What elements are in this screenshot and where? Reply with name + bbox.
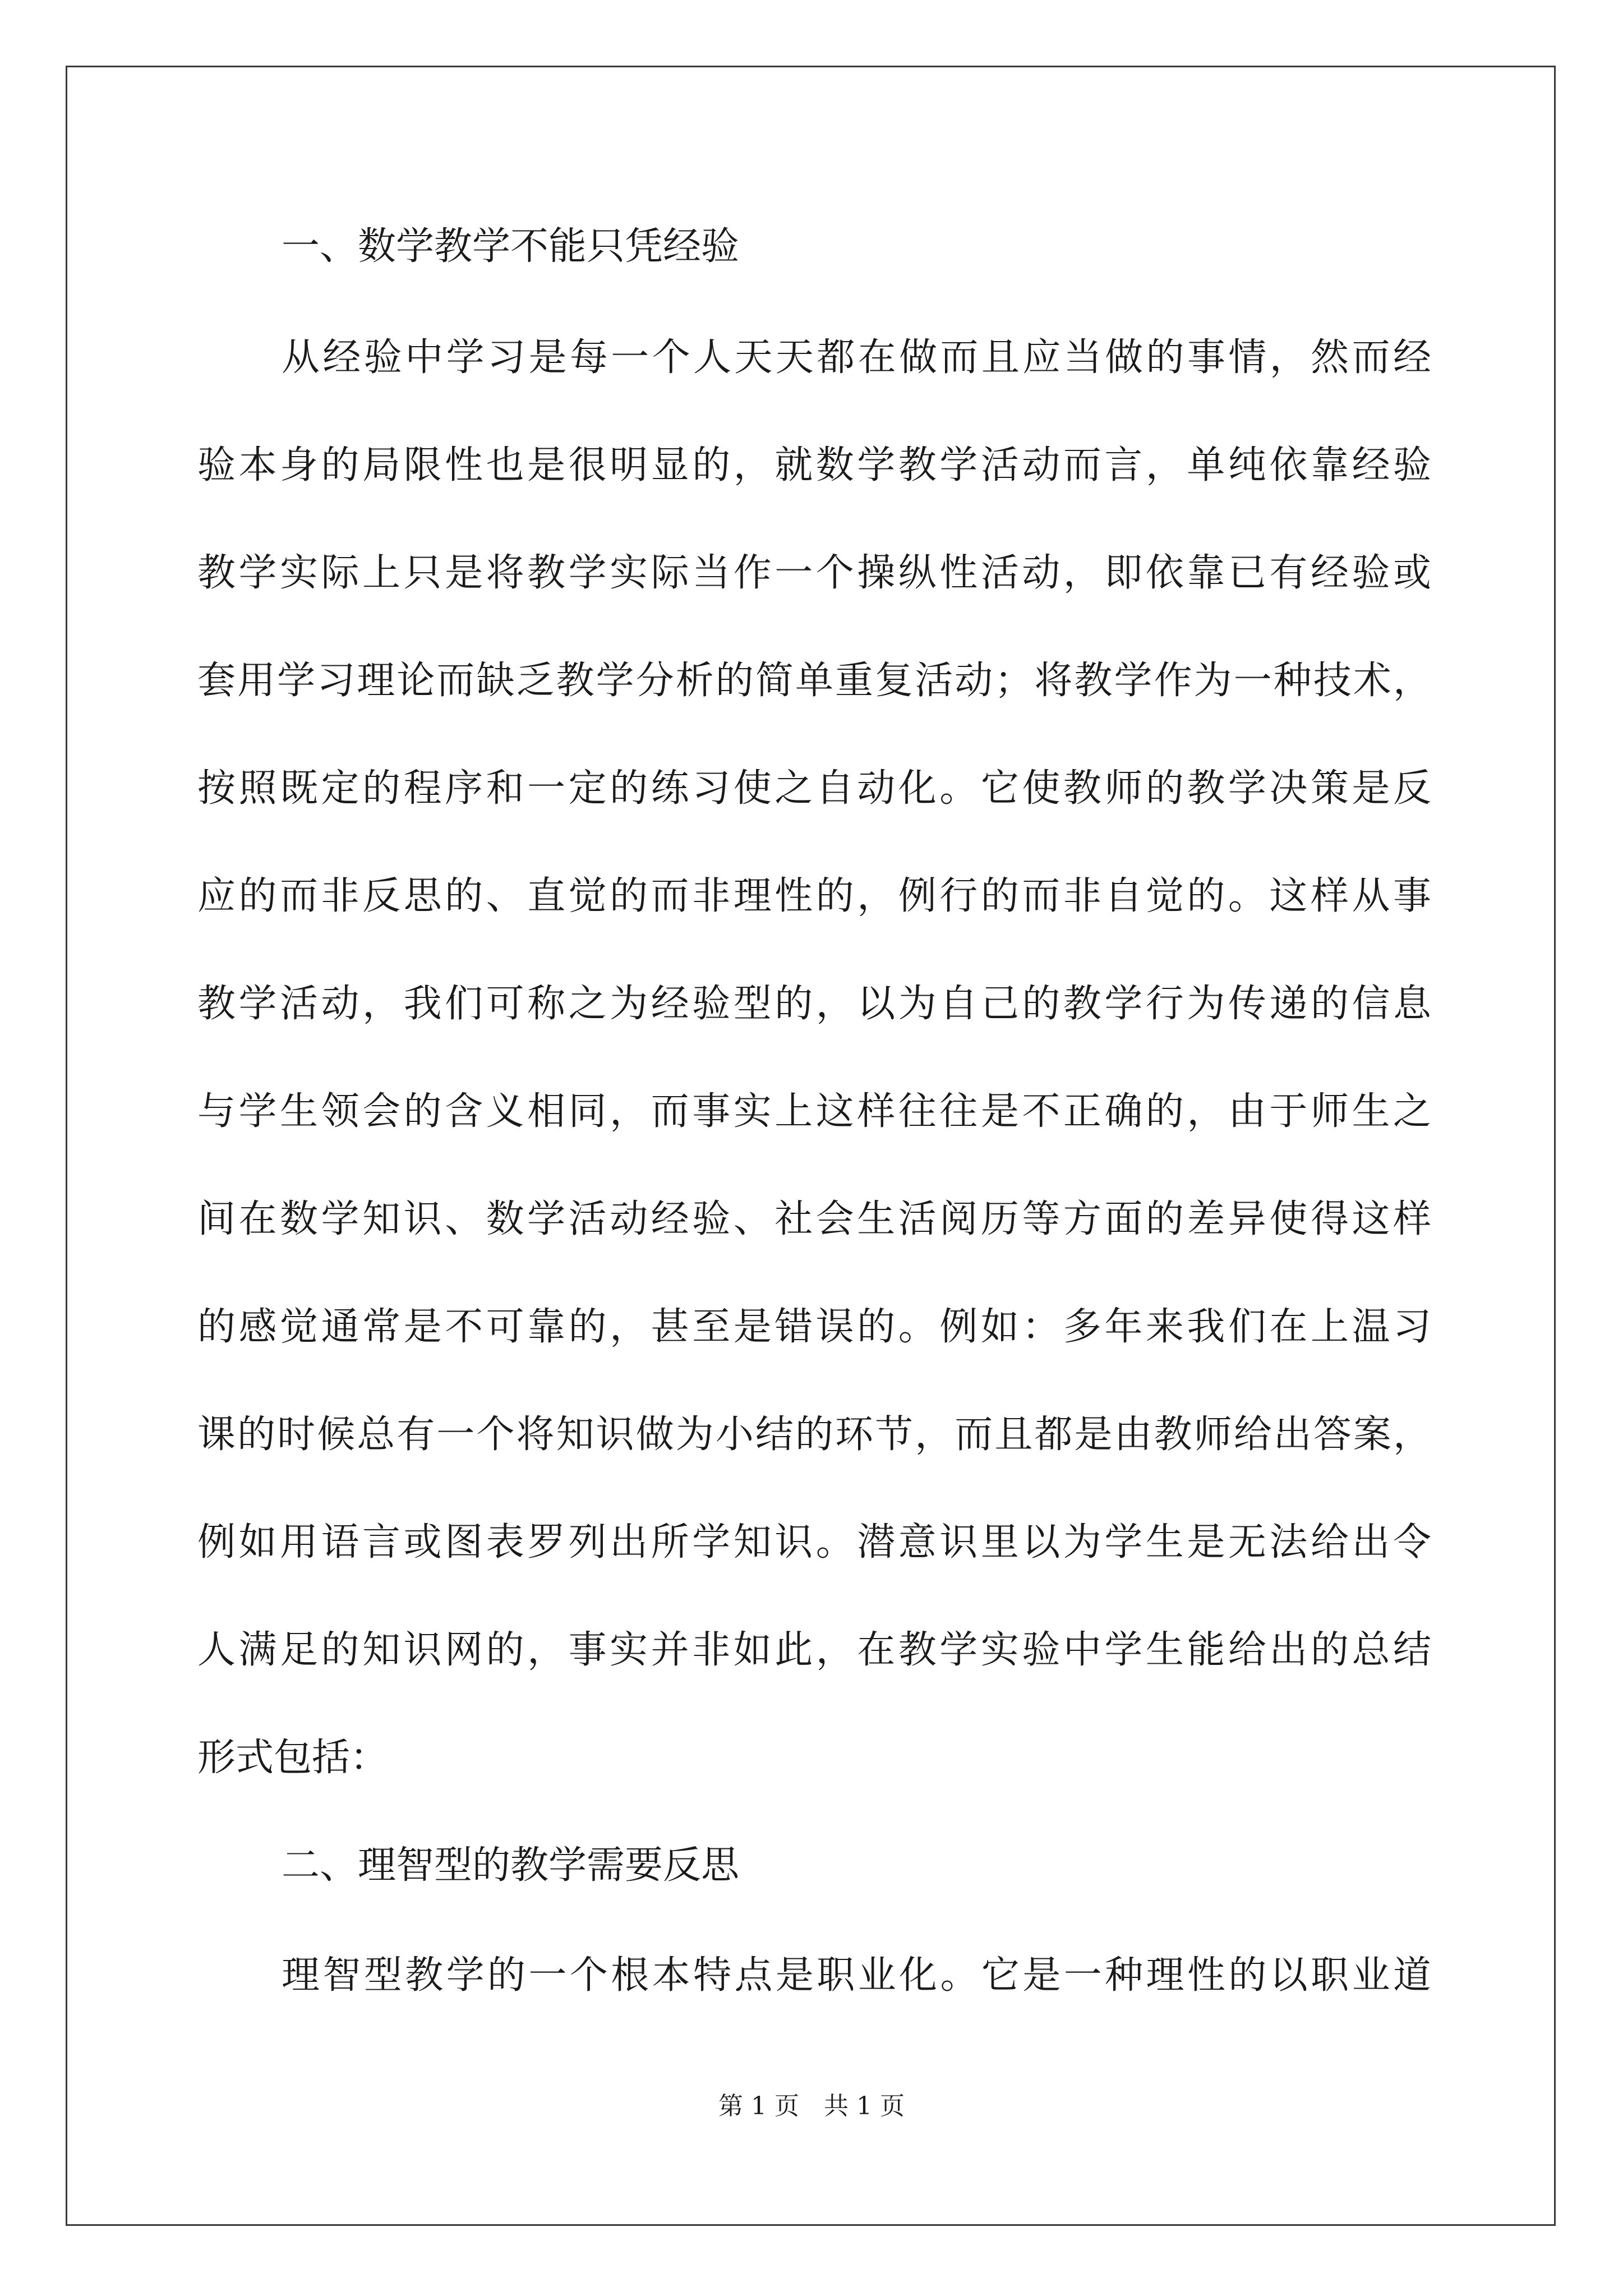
section-heading-2: 二、理智型的教学需要反思 bbox=[282, 1843, 740, 1888]
page-footer: 第 1 页 共 1 页 bbox=[718, 2092, 905, 2120]
paragraph-1-line: 的感觉通常是不可靠的，甚至是错误的。例如：多年来我们在上温习 bbox=[197, 1305, 1431, 1349]
paragraph-1-line: 例如用语言或图表罗列出所学知识。潜意识里以为学生是无法给出令 bbox=[197, 1520, 1431, 1565]
section-heading-1: 一、数学教学不能只凭经验 bbox=[282, 224, 740, 269]
paragraph-1-line: 与学生领会的含义相同，而事实上这样往往是不正确的，由于师生之 bbox=[197, 1089, 1431, 1134]
paragraph-1-line: 套用学习理论而缺乏教学分析的简单重复活动；将教学作为一种技术， bbox=[197, 659, 1431, 703]
page-border bbox=[66, 66, 1556, 2226]
paragraph-1-line: 按照既定的程序和一定的练习使之自动化。它使教师的教学决策是反 bbox=[197, 766, 1431, 811]
paragraph-1-line: 应的而非反思的、直觉的而非理性的，例行的而非自觉的。这样从事 bbox=[197, 874, 1431, 918]
paragraph-1-line: 间在数学知识、数学活动经验、社会生活阅历等方面的差异使得这样 bbox=[197, 1197, 1431, 1241]
paragraph-1-line: 教学实际上只是将教学实际当作一个操纵性活动，即依靠已有经验或 bbox=[197, 551, 1431, 595]
paragraph-1-line: 课的时候总有一个将知识做为小结的环节，而且都是由教师给出答案， bbox=[197, 1412, 1431, 1457]
paragraph-1-line: 从经验中学习是每一个人天天都在做而且应当做的事情，然而经 bbox=[282, 335, 1431, 380]
paragraph-1-line: 人满足的知识网的，事实并非如此，在教学实验中学生能给出的总结 bbox=[197, 1628, 1431, 1672]
paragraph-1-line: 验本身的局限性也是很明显的，就数学教学活动而言，单纯依靠经验 bbox=[197, 443, 1431, 487]
paragraph-1-line: 教学活动，我们可称之为经验型的，以为自己的教学行为传递的信息 bbox=[197, 982, 1431, 1026]
paragraph-2-line: 理智型教学的一个根本特点是职业化。它是一种理性的以职业道 bbox=[282, 1953, 1431, 1998]
paragraph-1-line: 形式包括： bbox=[197, 1736, 389, 1780]
